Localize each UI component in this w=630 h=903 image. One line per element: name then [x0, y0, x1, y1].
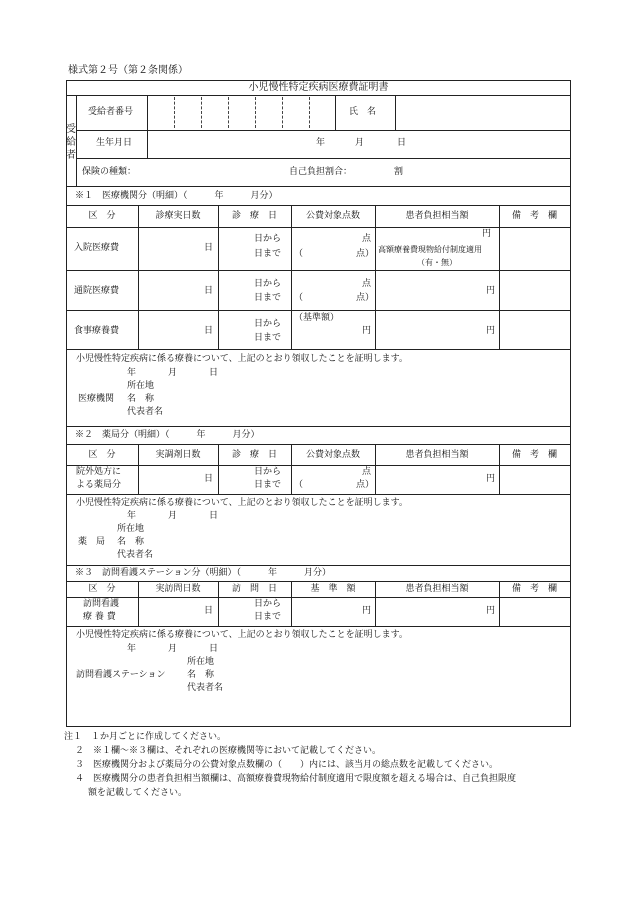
note-4-continued: 額を記載してください。	[88, 788, 188, 798]
note-3: ３ 医療機関分および薬局分の公費対象点数欄の（ ）内には、該当月の総点数を記載してください。	[75, 760, 499, 770]
sec2-header-dates: 診 療 日	[231, 450, 277, 460]
sec3-to: 日まで	[254, 612, 282, 622]
sec1-inpatient-label: 入院医療費	[74, 243, 120, 253]
sec2-from: 日から	[254, 467, 282, 477]
sec3-cert-year: 年	[127, 644, 137, 654]
sec1-certification-text: 小児慢性特定疾病に係る療養について、上記のとおり領収したことを証明します。	[76, 354, 408, 364]
sec1-org-label: 医療機関	[78, 394, 115, 404]
sec1-outpatient-yen: 円	[486, 286, 496, 296]
sec1-inpatient-total-points: 点）	[356, 249, 375, 259]
recipient-side-label-3: 者	[66, 150, 76, 161]
sec3-org-name-label: 名 称	[187, 670, 215, 680]
sec3-header-category: 区 分	[88, 584, 116, 594]
note-4: ４ 医療機関分の患者負担相当額欄は、高額療養費現物給付制度適用で限度額を超える場合は、自己負担限度	[75, 774, 517, 784]
sec3-cert-day: 日	[209, 644, 219, 654]
sec2-header-burden: 患者負担相当額	[405, 450, 469, 460]
sec1-meal-label: 食事療養費	[74, 326, 120, 336]
sec2-address-label: 所在地	[117, 524, 145, 534]
sec1-header-burden: 患者負担相当額	[405, 211, 469, 221]
sec3-from: 日から	[254, 599, 282, 609]
sec2-to: 日まで	[254, 480, 282, 490]
sec1-outpatient-total-points: 点）	[356, 293, 375, 303]
sec1-heading: ※１ 医療機関分（明細）（ 年 月分）	[75, 191, 278, 201]
recipient-side-label-1: 受	[66, 124, 76, 135]
sec1-address-label: 所在地	[127, 381, 155, 391]
sec2-org-name-label: 名 称	[117, 537, 145, 547]
document-title: 小児慢性特定疾病医療費証明書	[248, 82, 389, 93]
sec2-paren-open: （	[294, 480, 304, 490]
sec1-header-category: 区 分	[88, 211, 116, 221]
copay-ratio-label: 自己負担割合：	[289, 167, 353, 177]
sec1-inpatient-points-unit: 点	[362, 234, 372, 244]
sec1-outpatient-paren-open: （	[294, 293, 304, 303]
sec2-header-days: 実調剤日数	[155, 450, 201, 460]
sec2-header-remarks: 備 考 欄	[511, 450, 557, 460]
sec1-meal-days-unit: 日	[204, 326, 214, 336]
sec1-meal-yen: 円	[486, 326, 496, 336]
dob-month: 月	[355, 138, 365, 148]
sec3-row-label-line2: 療 養 費	[83, 612, 116, 622]
sec1-header-points: 公費対象点数	[305, 211, 360, 221]
form-label: 様式第２号（第２条関係）	[68, 65, 188, 76]
sec1-cert-day: 日	[209, 368, 219, 378]
sec2-cert-month: 月	[168, 511, 178, 521]
sec3-row-label-line1: 訪問看護	[83, 599, 120, 609]
sec1-inpatient-yen: 円	[482, 229, 492, 239]
sec3-base-yen: 円	[362, 606, 372, 616]
sec1-inpatient-to: 日まで	[254, 249, 282, 259]
sec3-representative-label: 代表者名	[187, 683, 224, 693]
sec3-cert-month: 月	[168, 644, 178, 654]
sec1-meal-to: 日まで	[254, 333, 282, 343]
sec2-row-label-line1: 院外処方に	[76, 467, 122, 477]
sec1-high-cost-note: 高額療養費現物給付制度適用	[378, 245, 482, 254]
sec3-address-label: 所在地	[187, 657, 215, 667]
sec2-cert-day: 日	[209, 511, 219, 521]
sec1-representative-label: 代表者名	[127, 407, 164, 417]
note-2: ２ ※１欄～※３欄は、それぞれの医療機関等において記載してください。	[75, 746, 382, 756]
sec3-header-burden: 患者負担相当額	[405, 584, 469, 594]
note-1: 注１ １か月ごとに作成してください。	[64, 732, 227, 742]
sec2-header-points: 公費対象点数	[305, 450, 360, 460]
sec3-header-remarks: 備 考 欄	[511, 584, 557, 594]
sec2-certification-text: 小児慢性特定疾病に係る療養について、上記のとおり領収したことを証明します。	[76, 498, 408, 508]
sec3-yen: 円	[486, 606, 496, 616]
sec3-days-unit: 日	[204, 606, 214, 616]
dob-day: 日	[397, 138, 407, 148]
recipient-side-label-2: 給	[66, 137, 76, 148]
sec2-total-points: 点）	[356, 480, 375, 490]
sec3-header-days: 実訪問日数	[155, 584, 201, 594]
sec3-header-dates: 訪 問 日	[231, 584, 277, 594]
sec2-yen: 円	[486, 474, 496, 484]
sec1-header-remarks: 備 考 欄	[511, 211, 557, 221]
insurance-type-label: 保険の種類：	[82, 167, 137, 177]
sec3-org-label: 訪問看護ステーション	[76, 670, 166, 680]
sec2-representative-label: 代表者名	[117, 550, 154, 560]
sec1-outpatient-to: 日まで	[254, 293, 282, 303]
sec1-org-name-label: 名 称	[127, 394, 155, 404]
sec3-heading: ※３ 訪問看護ステーション分（明細）（ 年 月分）	[75, 568, 331, 578]
sec1-inpatient-days-unit: 日	[204, 243, 214, 253]
sec1-outpatient-from: 日から	[254, 279, 282, 289]
sec1-high-cost-yes-no: （有・無）	[417, 258, 457, 267]
recipient-id-label: 受給者番号	[88, 107, 134, 117]
sec2-row-label-line2: よる薬局分	[76, 480, 122, 490]
sec3-header-base: 基 準 額	[310, 584, 356, 594]
sec1-meal-from: 日から	[254, 319, 282, 329]
sec1-header-days: 診療実日数	[155, 211, 201, 221]
sec2-cert-year: 年	[127, 511, 137, 521]
sec1-cert-month: 月	[168, 368, 178, 378]
dob-year: 年	[316, 138, 326, 148]
sec2-org-label: 薬 局	[78, 537, 106, 547]
sec1-inpatient-from: 日から	[254, 234, 282, 244]
sec2-points-unit: 点	[362, 467, 372, 477]
sec1-outpatient-days-unit: 日	[204, 286, 214, 296]
sec1-outpatient-label: 通院医療費	[74, 286, 120, 296]
copay-ratio-unit: 割	[394, 167, 404, 177]
sec1-header-dates: 診 療 日	[231, 211, 277, 221]
sec2-heading: ※２ 薬局分（明細）（ 年 月分）	[75, 430, 260, 440]
sec2-header-category: 区 分	[88, 450, 116, 460]
dob-label: 生年月日	[96, 138, 133, 148]
sec1-inpatient-paren-open: （	[294, 249, 304, 259]
sec1-outpatient-points-unit: 点	[362, 279, 372, 289]
sec2-days-unit: 日	[204, 474, 214, 484]
recipient-name-label: 氏 名	[349, 107, 377, 117]
sec1-meal-base-yen: 円	[362, 326, 372, 336]
sec1-cert-year: 年	[127, 368, 137, 378]
sec1-meal-base-label: （基準額）	[294, 313, 340, 323]
sec3-certification-text: 小児慢性特定疾病に係る療養について、上記のとおり領収したことを証明します。	[76, 630, 408, 640]
